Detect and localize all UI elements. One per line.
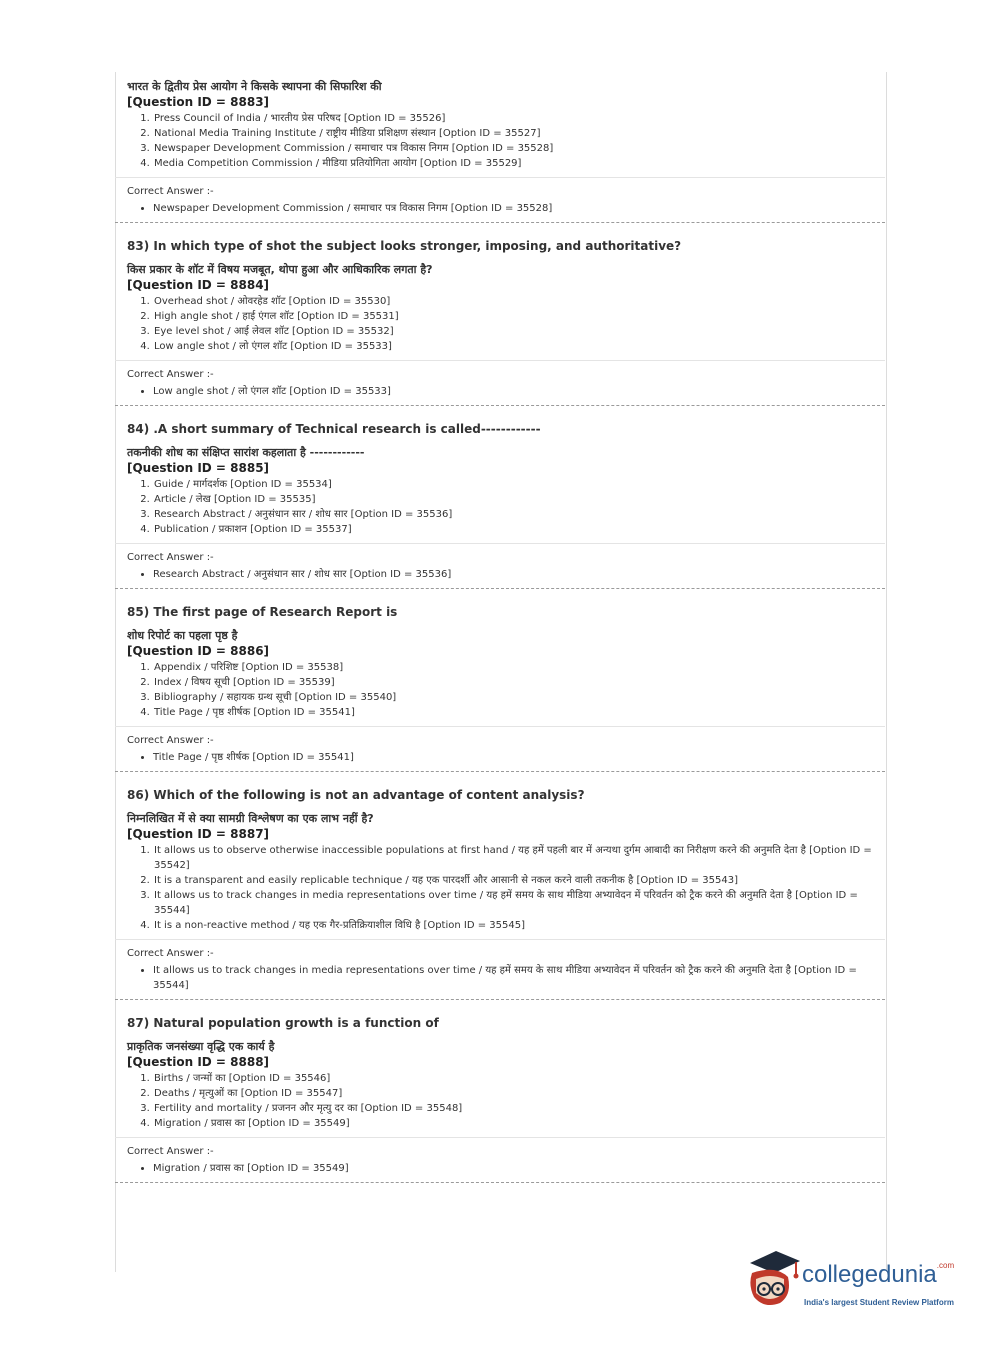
correct-answer-82 xyxy=(115,184,885,216)
brand-name xyxy=(802,1261,954,1289)
question-id: [Question ID = 8888] xyxy=(127,1055,270,1069)
answer: • Title Page / पृष्ठ शीर्षक [Option ID = 35541] xyxy=(153,750,873,765)
option: 3. Fertility and mortality / प्रजनन और मृत्यु दर का [Option ID = 35548] xyxy=(153,1101,873,1116)
option: 1. Overhead shot / ओवरहेड शॉट [Option ID = 35530] xyxy=(153,294,873,309)
question-85 xyxy=(115,597,885,720)
question-separator xyxy=(115,771,885,772)
option: 2. Article / लेख [Option ID = 35535] xyxy=(153,492,873,507)
question-83 xyxy=(115,231,885,354)
option: 4. Media Competition Commission / मीडिया प्रतियोगिता आयोग [Option ID = 35529] xyxy=(153,156,873,171)
options-list xyxy=(127,1071,873,1131)
options-list xyxy=(127,111,873,171)
correct-answer-85 xyxy=(115,733,885,765)
question-id: [Question ID = 8885] xyxy=(127,461,270,475)
options-list xyxy=(127,843,873,933)
answer-list xyxy=(127,384,873,399)
answer-list xyxy=(127,201,873,216)
answer-list xyxy=(127,963,873,993)
option: 2. Deaths / मृत्युओं का [Option ID = 35547] xyxy=(153,1086,873,1101)
option: 3. It allows us to track changes in media representations over time / यह हमें समय के साथ मीडिया अभ्यावेदन में परिवर्तन को ट्रैक करने की अनुमति देता है [Option ID = 35544] xyxy=(153,888,873,918)
question-id: [Question ID = 8886] xyxy=(127,644,270,658)
answer-list xyxy=(127,750,873,765)
option: 4. It is a non-reactive method / यह एक गैर-प्रतिक्रियाशील विधि है [Option ID = 35545] xyxy=(153,918,873,933)
correct-answer-label: Correct Answer :- xyxy=(127,735,214,746)
question-86 xyxy=(115,780,885,933)
correct-answer-label: Correct Answer :- xyxy=(127,186,214,197)
correct-answer-87 xyxy=(115,1144,885,1176)
option: 3. Eye level shot / आई लेवल शॉट [Option ID = 35532] xyxy=(153,324,873,339)
correct-answer-86 xyxy=(115,946,885,993)
question-list xyxy=(115,80,885,1191)
question-separator xyxy=(115,222,885,223)
answer: • Migration / प्रवास का [Option ID = 35549] xyxy=(153,1161,873,1176)
option: 1. Press Council of India / भारतीय प्रेस परिषद [Option ID = 35526] xyxy=(153,111,873,126)
option: 2. National Media Training Institute / राष्ट्रीय मीडिया प्रशिक्षण संस्थान [Option ID = 35527] xyxy=(153,126,873,141)
question-84 xyxy=(115,414,885,537)
correct-answer-label: Correct Answer :- xyxy=(127,1146,214,1157)
correct-answer-83 xyxy=(115,367,885,399)
option: 3. Newspaper Development Commission / समाचार पत्र विकास निगम [Option ID = 35528] xyxy=(153,141,873,156)
answer: • Low angle shot / लो एंगल शॉट [Option ID = 35533] xyxy=(153,384,873,399)
question-separator xyxy=(115,588,885,589)
option: 1. It allows us to observe otherwise inaccessible populations at first hand / यह हमें पहली बार में अन्यथा दुर्गम आबादी का निरीक्षण करने की अनुमति देता है [Option ID = 35542] xyxy=(153,843,873,873)
brand-text: collegedunia xyxy=(802,1261,937,1288)
option: 4. Title Page / पृष्ठ शीर्षक [Option ID = 35541] xyxy=(153,705,873,720)
question-separator xyxy=(115,1182,885,1183)
question-heading: 85) The first page of Research Report is xyxy=(127,605,398,619)
question-hindi: भारत के द्वितीय प्रेस आयोग ने किसके स्थापना की सिफारिश की xyxy=(127,80,382,93)
mascot-icon xyxy=(742,1249,800,1311)
question-87 xyxy=(115,1008,885,1131)
question-hindi: किस प्रकार के शॉट में विषय मजबूत, थोपा हुआ और आधिकारिक लगता है? xyxy=(127,263,433,276)
question-id: [Question ID = 8884] xyxy=(127,278,270,292)
question-heading: 87) Natural population growth is a function of xyxy=(127,1016,439,1030)
correct-answer-84 xyxy=(115,550,885,582)
question-separator xyxy=(115,405,885,406)
answer-list xyxy=(127,1161,873,1176)
divider xyxy=(115,360,885,361)
divider xyxy=(115,939,885,940)
divider xyxy=(115,177,885,178)
option: 4. Publication / प्रकाशन [Option ID = 35537] xyxy=(153,522,873,537)
options-list xyxy=(127,660,873,720)
correct-answer-label: Correct Answer :- xyxy=(127,369,214,380)
option: 1. Births / जन्मों का [Option ID = 35546] xyxy=(153,1071,873,1086)
option: 4. Migration / प्रवास का [Option ID = 35549] xyxy=(153,1116,873,1131)
question-separator xyxy=(115,999,885,1000)
brand-tagline: India's largest Student Review Platform xyxy=(804,1298,954,1307)
question-hindi: निम्नलिखित में से क्या सामग्री विश्लेषण का एक लाभ नहीं है? xyxy=(127,812,374,825)
options-list xyxy=(127,294,873,354)
option: 2. Index / विषय सूची [Option ID = 35539] xyxy=(153,675,873,690)
answer: • Research Abstract / अनुसंधान सार / शोध सार [Option ID = 35536] xyxy=(153,567,873,582)
answer: • Newspaper Development Commission / समाचार पत्र विकास निगम [Option ID = 35528] xyxy=(153,201,873,216)
options-list xyxy=(127,477,873,537)
question-hindi: प्राकृतिक जनसंख्या वृद्धि एक कार्य है xyxy=(127,1040,275,1053)
answer-list xyxy=(127,567,873,582)
divider xyxy=(115,543,885,544)
question-id: [Question ID = 8887] xyxy=(127,827,270,841)
question-hindi: शोध रिपोर्ट का पहला पृष्ठ है xyxy=(127,629,238,642)
question-heading: 86) Which of the following is not an advantage of content analysis? xyxy=(127,788,585,802)
question-id: [Question ID = 8883] xyxy=(127,95,270,109)
option: 3. Bibliography / सहायक ग्रन्थ सूची [Option ID = 35540] xyxy=(153,690,873,705)
collegedunia-logo[interactable] xyxy=(742,1249,972,1319)
correct-answer-label: Correct Answer :- xyxy=(127,948,214,959)
question-hindi: तकनीकी शोध का संक्षिप्त सारांश कहलाता है ------------ xyxy=(127,446,365,459)
option: 1. Guide / मार्गदर्शक [Option ID = 35534] xyxy=(153,477,873,492)
option: 4. Low angle shot / लो एंगल शॉट [Option ID = 35533] xyxy=(153,339,873,354)
question-heading: 84) .A short summary of Technical research is called------------ xyxy=(127,422,541,436)
option: 3. Research Abstract / अनुसंधान सार / शोध सार [Option ID = 35536] xyxy=(153,507,873,522)
divider xyxy=(115,1137,885,1138)
option: 2. It is a transparent and easily replicable technique / यह एक पारदर्शी और आसानी से नकल करने वाली तकनीक है [Option ID = 35543] xyxy=(153,873,873,888)
correct-answer-label: Correct Answer :- xyxy=(127,552,214,563)
option: 2. High angle shot / हाई एंगल शॉट [Option ID = 35531] xyxy=(153,309,873,324)
question-heading: 83) In which type of shot the subject looks stronger, imposing, and authoritative? xyxy=(127,239,682,253)
option: 1. Appendix / परिशिष्ट [Option ID = 35538] xyxy=(153,660,873,675)
question-82 xyxy=(115,80,885,171)
brand-domain: .com xyxy=(936,1261,955,1270)
divider xyxy=(115,726,885,727)
answer: • It allows us to track changes in media representations over time / यह हमें समय के साथ मीडिया अभ्यावेदन में परिवर्तन को ट्रैक करने की अनुमति देता है [Option ID = 35544] xyxy=(153,963,873,993)
